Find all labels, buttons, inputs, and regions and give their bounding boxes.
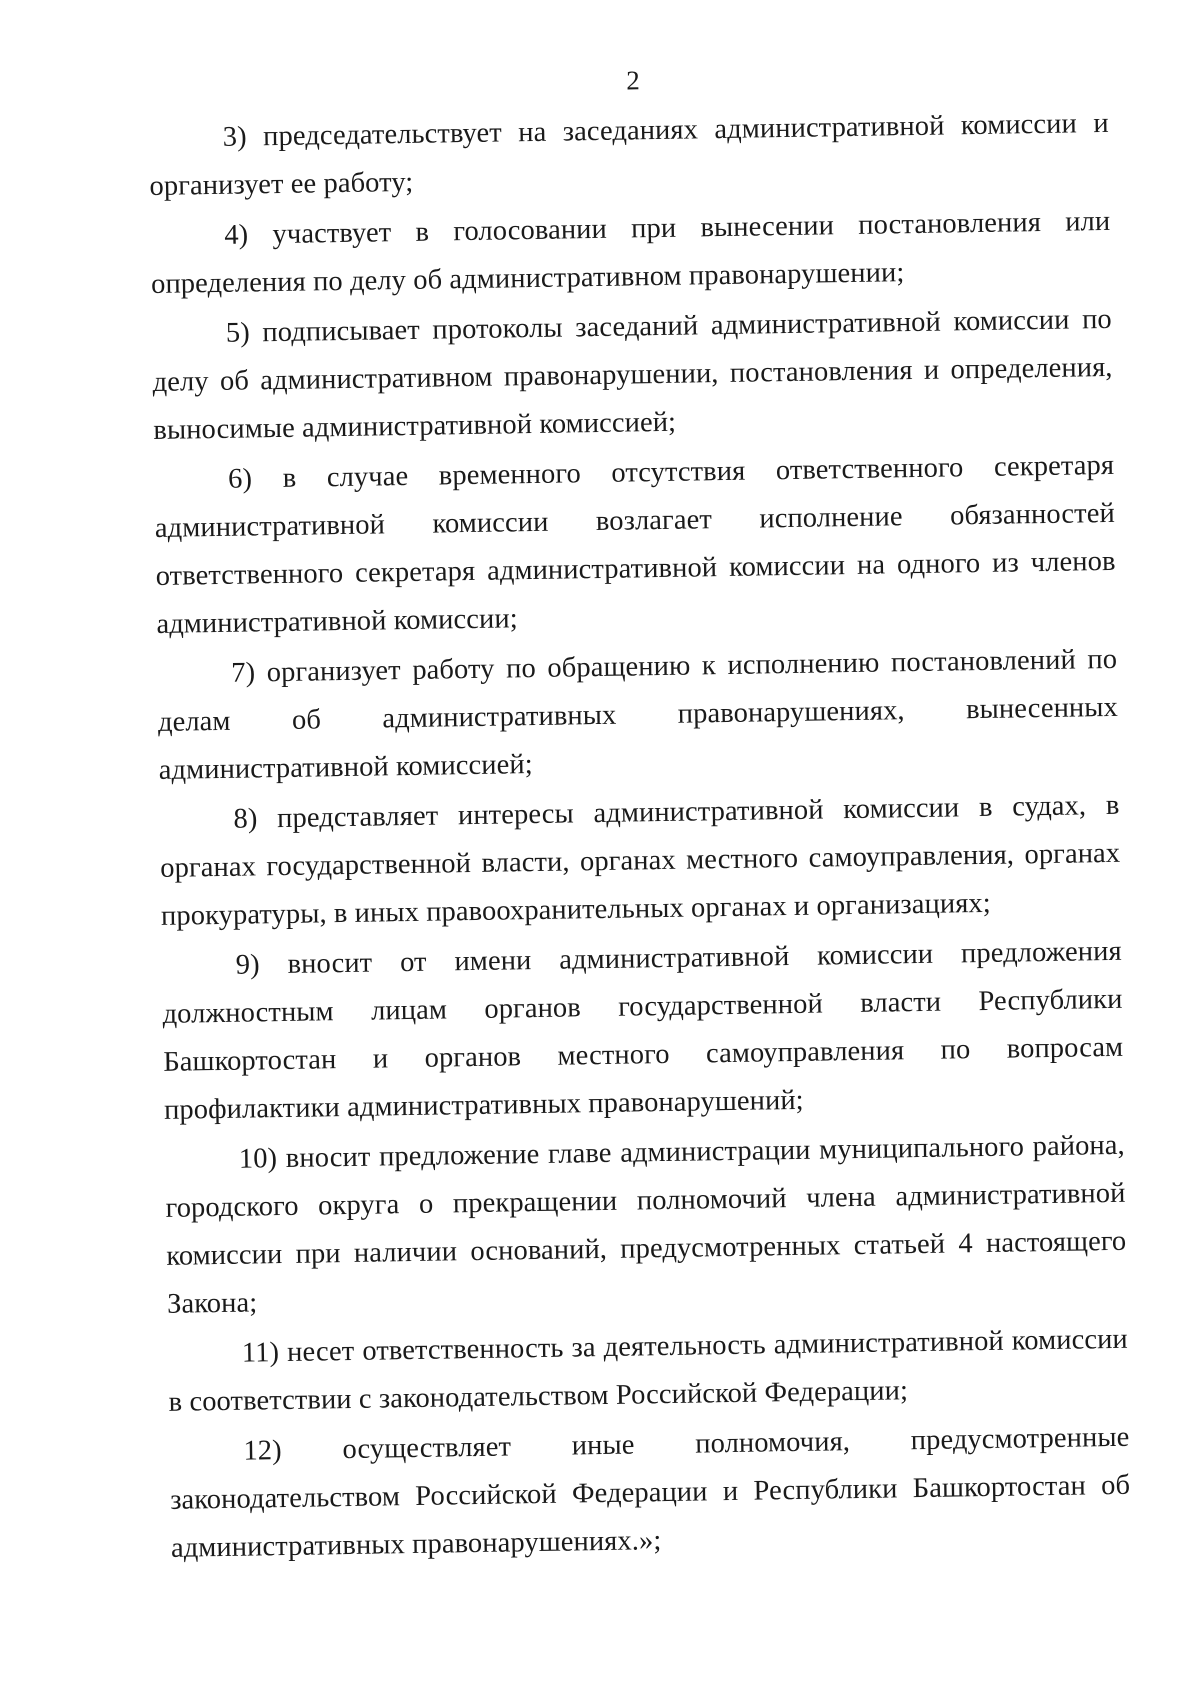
list-item-7: 7) организует работу по обращению к исполнению постановлений по делам об административных правонарушениях, вынесенных административной комиссией; xyxy=(157,643,1119,786)
list-item-9: 9) вносит от имени административной комиссии предложения должностным лицам органов государственной власти Республики Башкортостан и органов местного самоуправления по вопросам профилактики административных правонарушений; xyxy=(162,935,1124,1126)
list-item-12: 12) осуществляет иные полномочия, предусмотренные законодательством Российской Федерации и Республики Башкортостан об административных правонарушениях.»; xyxy=(169,1421,1131,1564)
list-item-5: 5) подписывает протоколы заседаний административной комиссии по делу об административном правонарушении, постановления и определения, выносимые административной комиссией; xyxy=(152,303,1113,446)
list-item-8: 8) представляет интересы административной комиссии в судах, в органах государственной власти, органах местного самоуправления, органах прокуратуры, в иных правоохранительных органах и организациях; xyxy=(160,789,1121,932)
document-body xyxy=(148,100,1131,1575)
list-item-11: 11) несет ответственность за деятельность административной комиссии в соответствии с законодательством Российской Федерации; xyxy=(168,1323,1129,1418)
page-number: 2 xyxy=(625,65,640,96)
list-item-4: 4) участвует в голосовании при вынесении постановления или определения по делу об административном правонарушении; xyxy=(150,205,1111,300)
list-item-6: 6) в случае временного отсутствия ответственного секретаря административной комиссии возлагает исполнение обязанностей ответственного секретаря административной комиссии на одного из членов административной комиссии; xyxy=(154,449,1116,640)
list-item-3: 3) председательствует на заседаниях административной комиссии и организует ее работу; xyxy=(149,107,1109,202)
list-item-10: 10) вносит предложение главе администрации муниципального района, городского округа о прекращении полномочий члена административной комиссии при наличии оснований, предусмотренных статьей 4 настоящего Закона; xyxy=(165,1129,1127,1320)
